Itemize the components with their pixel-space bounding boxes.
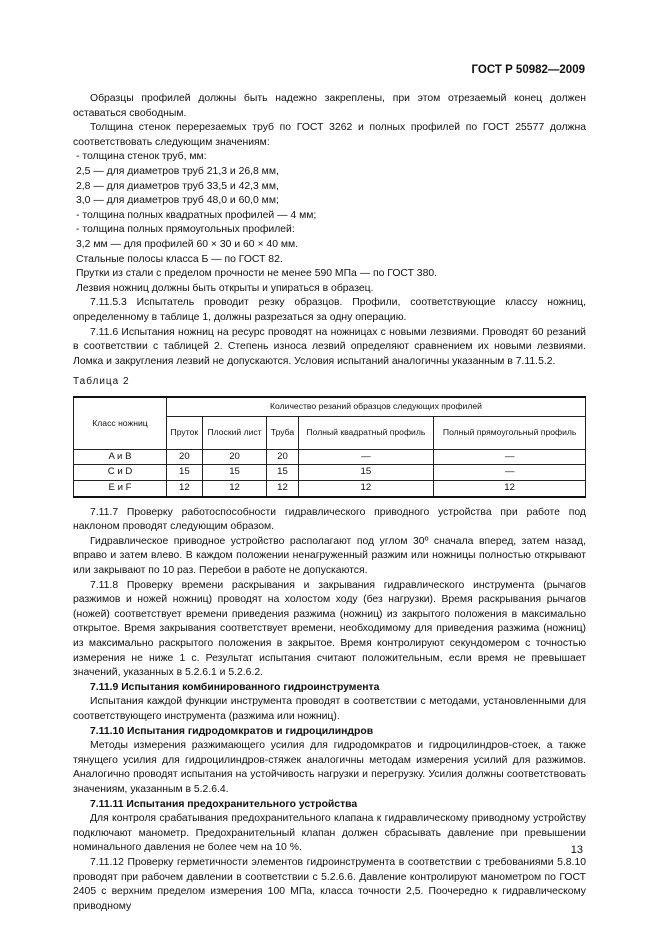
paragraph: 7.11.9 Испытания комбинированного гидроинструмента: [90, 681, 380, 693]
paragraph: Лезвия ножниц должны быть открыты и упираться в образец.: [76, 282, 374, 294]
table-row: [74, 481, 586, 497]
cutting-count-table: [73, 396, 586, 498]
table-col-header: Полный прямоугольный профиль: [434, 416, 586, 449]
paragraphs-bottom: [73, 506, 586, 915]
table-cell: A и B: [74, 449, 167, 465]
table-cell: 15: [167, 465, 203, 481]
paragraph: - толщина стенок труб, мм:: [76, 151, 207, 163]
table-col-header: Труба: [267, 416, 298, 449]
table-cell: 12: [202, 481, 267, 497]
paragraph: 3,2 мм — для профилей 60 × 30 и 60 × 40 мм.: [76, 238, 299, 250]
paragraph: Для контроля срабатывания предохранительного клапана к гидравлическому приводному устройству подключают манометр. Предохранительный клапан должен сбрасывать давление при превышении номинального давления не более чем на 10 %.: [73, 813, 586, 854]
table-cell: 15: [267, 465, 298, 481]
table-cell: 20: [202, 449, 267, 465]
table-row: [74, 465, 586, 481]
document-id-header: ГОСТ Р 50982—2009: [471, 64, 585, 76]
paragraph: Стальные полосы класса Б — по ГОСТ 82.: [76, 253, 283, 265]
paragraph: 7.11.10 Испытания гидродомкратов и гидроцилиндров: [90, 725, 374, 737]
table-col-header: Плоский лист: [202, 416, 267, 449]
table-cell: —: [434, 449, 586, 465]
paragraph: 2,5 — для диаметров труб 21,3 и 26,8 мм,: [76, 165, 279, 177]
paragraph: 7.11.8 Проверку времени раскрывания и закрывания гидравлического инструмента (рычагов разжимов и ножей ножниц) проводят на холостом ходу (без нагрузки). Время раскрывания рычагов (ножей) соответствует времени приведения разжима (ножниц) из закрытого положения в максимально открытое. Время закрывания соответствует времени, необходимому для приведения разжима (ножниц) из максимально раскрытого положения в закрытое. Время контролируют секундомером с точностью измерения не ниже 1 с. Результат испытания считают положительным, если время не превышает значений, указанных в 5.2.6.1 и 5.2.6.2.: [73, 579, 586, 679]
table-cell: 15: [298, 465, 434, 481]
paragraph: Гидравлическое приводное устройство располагают под углом 30º сначала вперед, затем назад, вправо и затем влево. В каждом положении ненагруженный разжим или ножницы полностью открывают или закрывают по 10 раз. Перебои в работе не допускаются.: [73, 535, 586, 577]
paragraph: Методы измерения разжимающего усилия для гидродомкратов и гидроцилиндров-стоек, а также тянущего усилия для гидроцилиндров-стяжек аналогичны методам измерения усилий для разжимов. Аналогично проводят испытания на устойчивость нагрузки и перегрузку. Усилия должны соответствовать значениям, указанным в 5.2.6.4.: [73, 740, 586, 795]
paragraph: - толщина полных прямоугольных профилей:: [76, 224, 295, 236]
table-cell: C и D: [74, 465, 167, 481]
table-cell: 20: [267, 449, 298, 465]
table-cell: 12: [434, 481, 586, 497]
paragraph: 7.11.6 Испытания ножниц на ресурс проводят на ножницах с новыми лезвиями. Проводят 60 резаний в соответствии с таблицей 2. Степень износа лезвий определяют сравнением их новыми лезвиями. Ломка и закругления лезвий не допускаются. Условия испытаний аналогичны указанным в 7.11.5.2.: [73, 326, 586, 367]
paragraph: 3,0 — для диаметров труб 48,0 и 60,0 мм;: [76, 195, 279, 207]
table-cell: 20: [167, 449, 203, 465]
table-cell: —: [434, 465, 586, 481]
table-group-header: Количество резаний образцов следующих профилей: [167, 397, 586, 417]
page-number: 13: [570, 844, 583, 856]
table-cell: —: [298, 449, 434, 465]
table-cell: 12: [167, 481, 203, 497]
table-cell: 12: [267, 481, 298, 497]
paragraph: Образцы профилей должны быть надежно закреплены, при этом отрезаемый конец должен оставаться свободным.: [73, 93, 586, 119]
paragraph: 7.11.11 Испытания предохранительного устройства: [90, 798, 358, 810]
page-content: [73, 92, 586, 914]
table-header-class: Класс ножниц: [74, 397, 167, 450]
table-col-header: Пруток: [167, 416, 203, 449]
paragraph: 7.11.7 Проверку работоспособности гидравлического приводного устройства при работе под наклоном проводят следующим образом.: [73, 506, 586, 533]
paragraph: Испытания каждой функции инструмента проводят в соответствии с методами, установленными для соответствующего инструмента (разжима или ножниц).: [73, 696, 586, 722]
paragraph: 7.11.12 Проверку герметичности элементов гидроинструмента в соответствии с требованиями 5.8.10 проводят при рабочем давлении в соответствии с 5.2.6.6. Давление контролируют манометром по ГОСТ 2405 с верхним пределом измерения 100 МПа, класса точности 2,5. Поочередно к гидравлическому приводному: [73, 856, 586, 912]
table-cell: E и F: [74, 481, 167, 497]
table-row: [74, 449, 586, 465]
table-cell: 12: [298, 481, 434, 497]
paragraph: Толщина стенок перерезаемых труб по ГОСТ 3262 и полных профилей по ГОСТ 25577 должна соответствовать следующим значениям:: [73, 122, 586, 148]
table-col-header: Полный квадратный профиль: [298, 416, 434, 449]
paragraph: 7.11.5.3 Испытатель проводит резку образцов. Профили, соответствующие классу ножниц, определенному в таблице 1, должны разрезаться за одну операцию.: [73, 297, 586, 323]
table-cell: 15: [202, 465, 267, 481]
paragraph: Прутки из стали с пределом прочности не менее 590 МПа — по ГОСТ 380.: [76, 268, 438, 280]
paragraphs-top: [73, 92, 586, 369]
paragraph: - толщина полных квадратных профилей — 4 мм;: [76, 209, 317, 221]
paragraph: 2,8 — для диаметров труб 33,5 и 42,3 мм,: [76, 180, 279, 192]
table-caption: Таблица 2: [73, 376, 130, 388]
